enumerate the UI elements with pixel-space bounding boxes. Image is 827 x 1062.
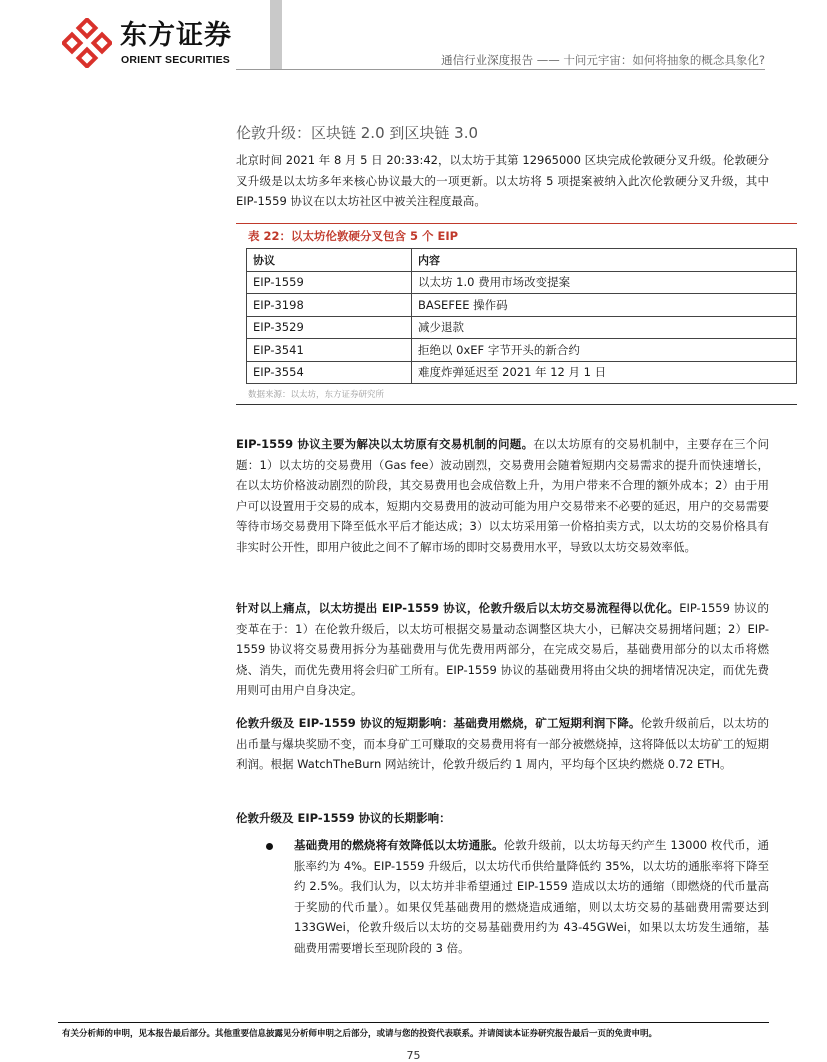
table-header-protocol: 协议 [247,249,412,272]
paragraph-lead: 伦敦升级及 EIP-1559 协议的短期影响：基础费用燃烧，矿工短期利润下降。 [236,716,641,730]
table-cell-content: 难度炸弹延迟至 2021 年 12 月 1 日 [412,361,797,384]
table-cell-content: 拒绝以 0xEF 字节开头的新合约 [412,339,797,362]
section-title: 伦敦升级：区块链 2.0 到区块链 3.0 [236,124,479,142]
paragraph-lead: 针对以上痛点，以太坊提出 EIP-1559 协议，伦敦升级后以太坊交易流程得以优化。 [236,601,680,615]
header-separator: —— [533,53,564,67]
table-caption-rule [236,223,797,224]
table-cell-protocol: EIP-3541 [247,339,412,362]
header-report-title [441,52,765,68]
table-cell-content: 以太坊 1.0 费用市场改变提案 [412,271,797,294]
long-term-heading: 伦敦升级及 EIP-1559 协议的长期影响： [236,811,451,825]
table-row [247,294,797,317]
table-cell-protocol: EIP-3554 [247,361,412,384]
bullet-dot-icon [266,843,273,850]
footer-disclaimer: 有关分析师的申明，见本报告最后部分。其他重要信息披露见分析师申明之后部分，或请与您的投资代表联系。并请阅读本证券研究报告最后一页的免责申明。 [62,1029,658,1039]
table-cell-protocol: EIP-1559 [247,271,412,294]
table-cell-protocol: EIP-3529 [247,316,412,339]
table-row [247,271,797,294]
table-header-row [247,249,797,272]
paragraph-short-term [236,713,769,775]
header-decor-band [270,0,282,70]
bullet-lead: 基础费用的燃烧将有效降低以太坊通胀。 [294,838,504,852]
table-caption: 表 22：以太坊伦敦硬分叉包含 5 个 EIP [248,229,459,243]
table-cell-content: BASEFEE 操作码 [412,294,797,317]
report-type: 通信行业深度报告 [441,53,534,67]
paragraph-problems [236,434,769,557]
table-bottom-rule [236,404,797,405]
table-row [247,316,797,339]
intro-paragraph: 北京时间 2021 年 8 月 5 日 20:33:42，以太坊于其第 12965000 区块完成伦敦硬分叉升级。伦敦硬分叉升级是以太坊多年来核心协议最大的一项更新。以太坊将 5 项提案被纳入此次伦敦硬分叉升级，其中 EIP-1559 协议在以太坊社区中被关注程度最高。 [236,153,769,208]
logo-chinese-name: 东方证券 [120,20,232,51]
paragraph-body: EIP-1559 协议的变革在于：1）在伦敦升级后，以太坊可根据交易量动态调整区块大小，已解决交易拥堵问题；2）EIP-1559 协议将交易费用拆分为基础费用与优先费用两部分，在完成交易后，基础费用部分的以太币将燃烧、消失，而优先费用将会归矿工所有。EIP-1559 协议的基础费用将由父块的拥堵情况决定，而优先费用则可由用户自身决定。 [236,601,769,697]
table-row [247,361,797,384]
paragraph-body: 伦敦升级前后，以太坊的出币量与爆块奖励不变，而本身矿工可赚取的交易费用将有一部分被燃烧掉，这将降低以太坊矿工的短期利润。根据 WatchTheBurn 网站统计，伦敦升级后约 1 周内，平均每个区块约燃烧 0.72 ETH。 [236,716,769,771]
orient-logo-mark-icon [62,18,112,68]
footer-divider [58,1022,769,1023]
eip-table [246,248,797,384]
table-header-content: 内容 [412,249,797,272]
report-subtitle: 十问元宇宙：如何将抽象的概念具象化? [563,53,765,67]
table-source-note: 数据来源：以太坊，东方证券研究所 [248,390,385,400]
logo-english-name: ORIENT SECURITIES [121,54,230,66]
table-row [247,339,797,362]
page-number: 75 [406,1049,421,1062]
bullet-body: 伦敦升级前，以太坊每天约产生 13000 枚代币，通胀率约为 4%。EIP-1559 升级后，以太坊代币供给量降低约 35%，以太坊的通胀率将下降至约 2.5%。我们认为，以太坊并非希望通过 EIP-1559 造成以太坊的通缩（即燃烧的代币量高于奖励的代币量）。如果仅凭基础费用的燃烧造成通缩，则以太坊交易的基础费用需要达到 133GWei，伦敦升级后以太坊的交易基础费用约为 43-45GWei，如果以太坊发生通缩，基础费用需要增长至现阶段的 3 倍。 [294,838,769,955]
paragraph-body: 在以太坊原有的交易机制中，主要存在三个问题：1）以太坊的交易费用（Gas fee）波动剧烈，交易费用会随着短期内交易需求的提升而快速增长，在以太坊价格波动剧烈的阶段，其交易费用也会成倍数上升，为用户带来不合理的额外成本；2）由于用户可以设置用于交易的成本，短期内交易费用的波动可能为用户交易带来不必要的延迟，用户的交易需要等待市场交易费用下降至低水平后才能达成；3）以太坊采用第一价格拍卖方式，以太坊的交易价格具有非实时公开性，即用户彼此之间不了解市场的即时交易费用水平，导致以太坊交易效率低。 [236,437,769,554]
bullet-inflation [294,835,769,958]
table-cell-protocol: EIP-3198 [247,294,412,317]
header-divider [236,69,765,70]
paragraph-lead: EIP-1559 协议主要为解决以太坊原有交易机制的问题。 [236,437,534,451]
orient-securities-logo [58,14,248,70]
table-cell-content: 减少退款 [412,316,797,339]
paragraph-optimization [236,598,769,701]
